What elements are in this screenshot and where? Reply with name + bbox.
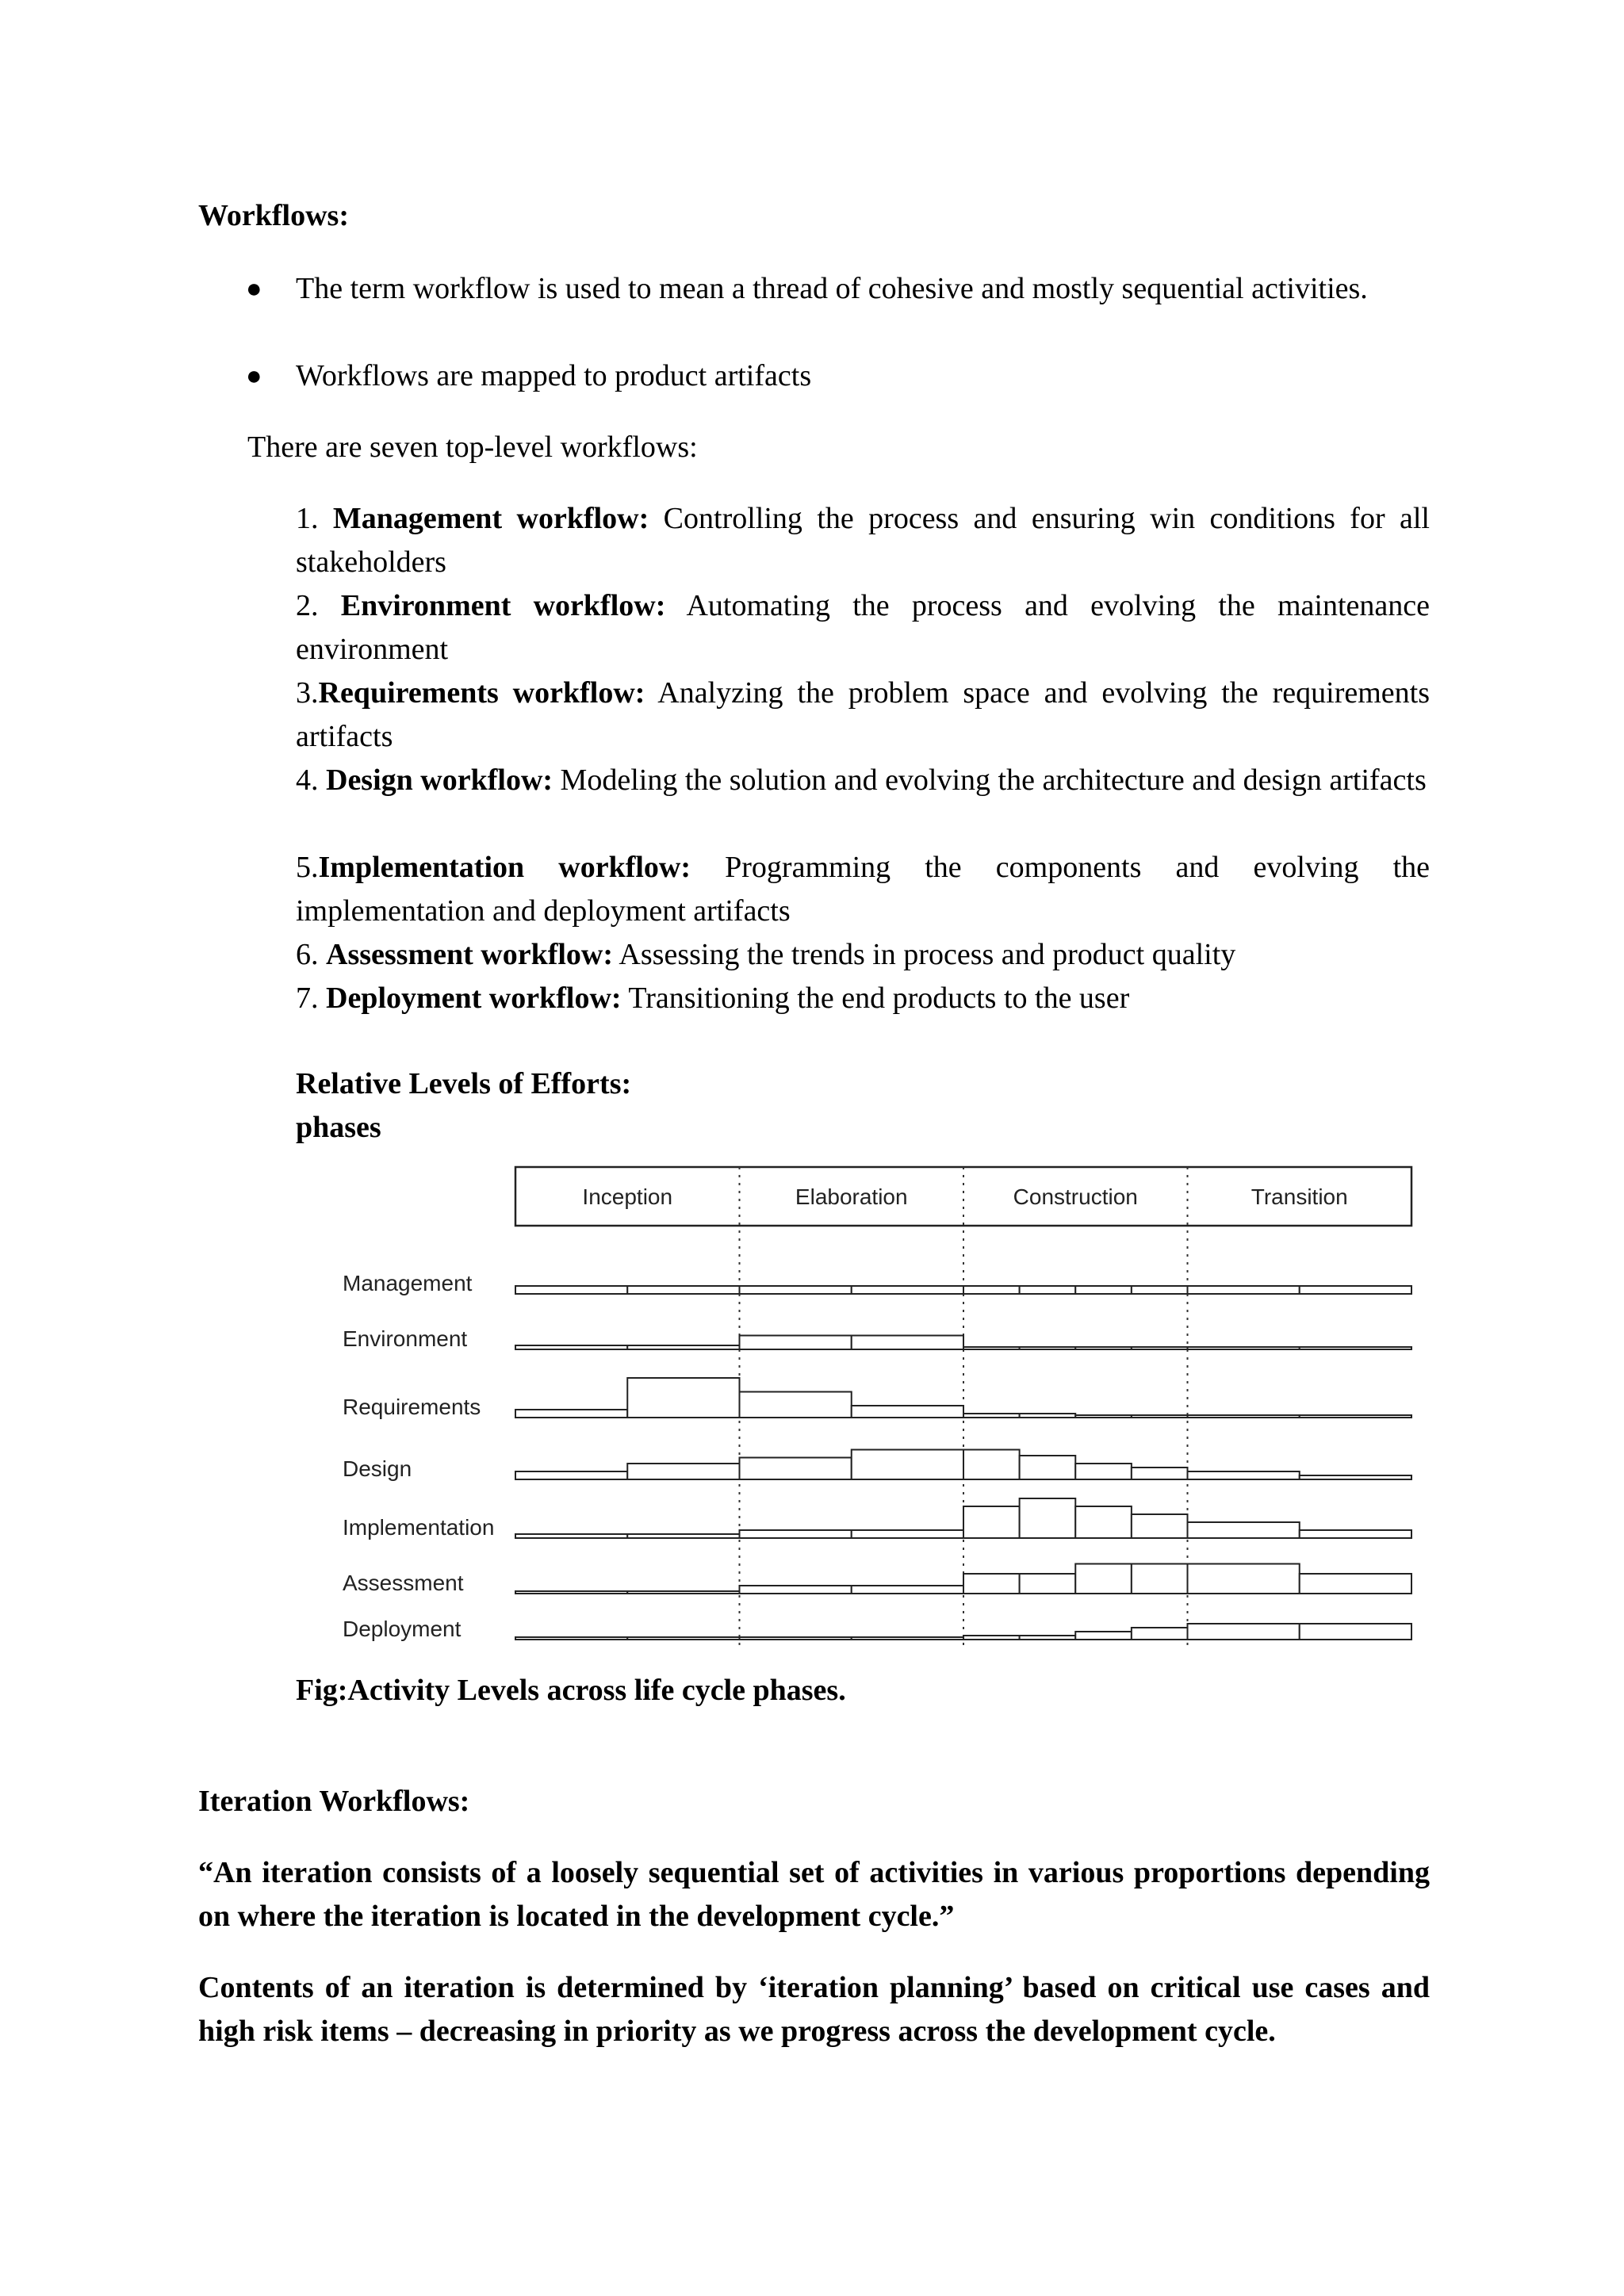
section-title-workflows: Workflows: <box>198 199 349 232</box>
bar-assessment-9 <box>1188 1564 1300 1594</box>
activity-levels-chart-svg <box>293 1158 1419 1649</box>
bar-requirements-8 <box>1132 1415 1188 1418</box>
bar-management-4 <box>852 1286 963 1294</box>
bar-assessment-6 <box>1020 1574 1076 1594</box>
bar-implementation-4 <box>852 1530 963 1538</box>
bar-assessment-7 <box>1075 1564 1132 1594</box>
bar-environment-10 <box>1300 1347 1411 1349</box>
bar-requirements-6 <box>1020 1414 1076 1418</box>
bar-management-6 <box>1020 1286 1076 1294</box>
bar-assessment-1 <box>515 1591 627 1594</box>
bar-deployment-7 <box>1075 1632 1132 1640</box>
figure-heading: Relative Levels of Efforts: <box>296 1067 632 1100</box>
bar-requirements-7 <box>1075 1415 1132 1418</box>
figure-caption: Fig:Activity Levels across life cycle phases. <box>296 1674 846 1707</box>
bar-deployment-6 <box>1020 1636 1076 1640</box>
bar-implementation-1 <box>515 1534 627 1538</box>
bar-management-10 <box>1300 1286 1411 1294</box>
phase-label-inception: Inception <box>582 1184 673 1209</box>
bullet-icon: ● <box>246 362 262 391</box>
bar-assessment-2 <box>627 1591 739 1594</box>
bar-management-3 <box>740 1286 852 1294</box>
phase-label-elaboration: Elaboration <box>795 1184 908 1209</box>
row-label-environment: Environment <box>343 1326 468 1351</box>
bar-implementation-6 <box>1020 1498 1076 1538</box>
bar-assessment-3 <box>740 1586 852 1594</box>
bar-implementation-5 <box>963 1506 1020 1538</box>
bar-assessment-8 <box>1132 1564 1188 1594</box>
row-label-design: Design <box>343 1456 412 1481</box>
bar-deployment-9 <box>1188 1624 1300 1640</box>
bar-implementation-7 <box>1075 1506 1132 1538</box>
bar-deployment-8 <box>1132 1628 1188 1640</box>
bar-assessment-4 <box>852 1586 963 1594</box>
bar-implementation-10 <box>1300 1530 1411 1538</box>
bar-environment-9 <box>1188 1347 1300 1349</box>
bar-deployment-10 <box>1300 1624 1411 1640</box>
bar-design-3 <box>740 1458 852 1480</box>
workflow-item-5: 5.Implementation workflow: Programming the components and evolving the implementation and deployment artifacts <box>296 851 1431 928</box>
bar-management-7 <box>1075 1286 1132 1294</box>
bar-design-9 <box>1188 1471 1300 1479</box>
workflow-item-7: 7. Deployment workflow: Transitioning the end products to the user <box>296 982 1130 1015</box>
bar-management-5 <box>963 1286 1020 1294</box>
bar-management-8 <box>1132 1286 1188 1294</box>
section-title-iteration-workflows: Iteration Workflows: <box>198 1785 470 1818</box>
bar-design-7 <box>1075 1464 1132 1479</box>
bullet-icon: ● <box>246 274 262 304</box>
phase-label-transition: Transition <box>1251 1184 1348 1209</box>
bar-design-6 <box>1020 1456 1076 1479</box>
bar-deployment-3 <box>740 1637 852 1640</box>
row-label-deployment: Deployment <box>343 1617 462 1641</box>
bar-requirements-3 <box>740 1392 852 1418</box>
bar-requirements-1 <box>515 1410 627 1418</box>
bar-environment-2 <box>627 1345 739 1349</box>
bar-environment-4 <box>852 1336 963 1350</box>
iteration-planning-paragraph: Contents of an iteration is determined by ‘iteration planning’ based on critical use cases and high risk items – decreasing in priority as we progress across the development cycle. <box>198 1971 1430 2048</box>
workflow-item-1: 1. Management workflow: Controlling the process and ensuring win conditions for all stakeholders <box>296 502 1430 579</box>
row-label-requirements: Requirements <box>343 1395 481 1419</box>
row-label-assessment: Assessment <box>343 1571 464 1595</box>
bar-requirements-2 <box>627 1378 739 1418</box>
iteration-quote: “An iteration consists of a loosely sequential set of activities in various proportions depending on where the iteration is located in the development cycle.” <box>198 1856 1430 1933</box>
row-label-management: Management <box>343 1271 473 1295</box>
bar-deployment-2 <box>627 1637 739 1640</box>
bar-design-5 <box>963 1450 1020 1480</box>
bar-management-1 <box>515 1286 627 1294</box>
row-label-implementation: Implementation <box>343 1515 495 1540</box>
workflow-item-3: 3.Requirements workflow: Analyzing the problem space and evolving the requirements artifacts <box>296 676 1430 753</box>
bar-implementation-3 <box>740 1530 852 1538</box>
bar-design-1 <box>515 1471 627 1479</box>
bar-environment-8 <box>1132 1347 1188 1349</box>
bar-management-2 <box>627 1286 739 1294</box>
bar-requirements-9 <box>1188 1415 1300 1418</box>
activity-levels-chart <box>293 1158 1419 1649</box>
bar-implementation-2 <box>627 1534 739 1538</box>
workflows-intro: There are seven top-level workflows: <box>247 430 698 464</box>
bar-design-10 <box>1300 1475 1411 1479</box>
bar-requirements-4 <box>852 1406 963 1418</box>
bar-requirements-10 <box>1300 1415 1411 1418</box>
bar-implementation-8 <box>1132 1514 1188 1538</box>
bar-design-2 <box>627 1464 739 1479</box>
bar-requirements-5 <box>963 1414 1020 1418</box>
bullet-item-2: Workflows are mapped to product artifacts <box>296 359 812 392</box>
bar-environment-1 <box>515 1345 627 1349</box>
workflow-item-6: 6. Assessment workflow: Assessing the trends in process and product quality <box>296 938 1236 971</box>
bar-assessment-5 <box>963 1574 1020 1594</box>
bar-environment-5 <box>963 1347 1020 1349</box>
bullet-item-1: The term workflow is used to mean a thread of cohesive and mostly sequential activities. <box>296 272 1368 305</box>
bar-deployment-4 <box>852 1637 963 1640</box>
phase-label-construction: Construction <box>1013 1184 1138 1209</box>
bar-design-4 <box>852 1450 963 1480</box>
bar-environment-6 <box>1020 1347 1076 1349</box>
bar-deployment-1 <box>515 1637 627 1640</box>
bar-assessment-10 <box>1300 1574 1411 1594</box>
bar-deployment-5 <box>963 1636 1020 1640</box>
bar-design-8 <box>1132 1468 1188 1479</box>
bar-environment-7 <box>1075 1347 1132 1349</box>
figure-subheading: phases <box>296 1111 381 1144</box>
workflow-item-2: 2. Environment workflow: Automating the process and evolving the maintenance environment <box>296 589 1430 666</box>
bar-environment-3 <box>740 1336 852 1350</box>
workflow-item-4: 4. Design workflow: Modeling the solution and evolving the architecture and design artifacts <box>296 763 1427 797</box>
bar-management-9 <box>1188 1286 1300 1294</box>
bar-implementation-9 <box>1188 1522 1300 1538</box>
